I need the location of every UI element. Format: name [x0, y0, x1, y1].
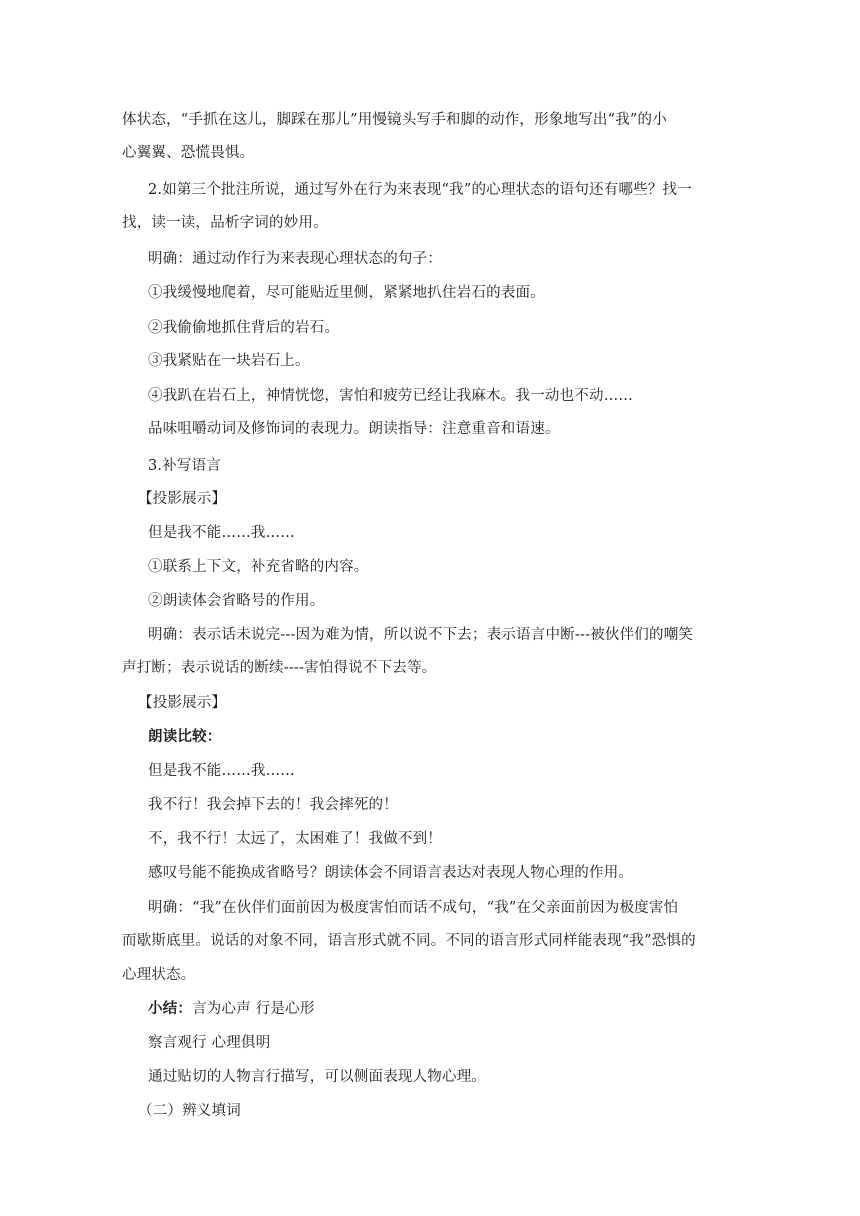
list-item: ③我紧贴在一块岩石上。	[148, 353, 310, 369]
paragraph-line: 体状态，“手抓在这儿，脚踩在那儿”用慢镜头写手和脚的动作，形象地写出“我”的小	[122, 112, 667, 128]
answer-intro: 明确：通过动作行为来表现心理状态的句子：	[148, 251, 442, 267]
quote-line: 但是我不能……我……	[148, 763, 295, 779]
question-line: 2.如第三个批注所说，通过写外在行为来表现“我”的心理状态的语句还有哪些？找一	[148, 182, 692, 198]
summary-label: 小结：	[148, 1000, 193, 1017]
answer-line: 而歇斯底里。说话的对象不同，语言形式就不同。不同的语言形式同样能表现“我”恐惧的	[122, 933, 696, 949]
summary-line: 察言观行 心理俱明	[148, 1035, 271, 1051]
question-line: 找，读一读，品析字词的妙用。	[122, 215, 328, 231]
quote-line: 我不行！我会掉下去的！我会摔死的！	[148, 797, 398, 813]
section-heading: 3.补写语言	[148, 458, 222, 474]
summary-line: 通过贴切的人物言行描写，可以侧面表现人物心理。	[148, 1069, 487, 1085]
comparison-heading: 朗读比较：	[148, 728, 222, 745]
list-item: ①联系上下文，补充省略的内容。	[148, 559, 369, 575]
list-item: ①我缓慢地爬着，尽可能贴近里侧，紧紧地扒住岩石的表面。	[148, 285, 545, 301]
section-heading: （二）辨义填词	[138, 1103, 241, 1119]
projection-label: 【投影展示】	[138, 491, 227, 507]
answer-line: 明确：“我”在伙伴们面前因为极度害怕而话不成句，“我”在父亲面前因为极度害怕	[148, 900, 679, 916]
summary-text: 言为心声 行是心形	[192, 1001, 315, 1017]
quote-line: 但是我不能……我……	[148, 525, 295, 541]
paragraph-line: 感叹号能不能换成省略号？朗读体会不同语言表达对表现人物心理的作用。	[148, 865, 634, 881]
answer-line: 明确：表示话未说完---因为难为情，所以说不下去；表示语言中断---被伙伴们的嘲笑	[148, 627, 694, 643]
quote-line: 不，我不行！太远了，太困难了！我做不到！	[148, 831, 442, 847]
list-item: ②朗读体会省略号的作用。	[148, 593, 325, 609]
paragraph-line: 品味咀嚼动词及修饰词的表现力。朗读指导：注意重音和语速。	[148, 421, 560, 437]
list-item: ②我偷偷地抓住背后的岩石。	[148, 320, 340, 336]
answer-line: 声打断；表示说话的断续----害怕得说不下去等。	[122, 660, 437, 676]
answer-line: 心理状态。	[122, 967, 196, 983]
summary-line	[148, 999, 315, 1019]
projection-label: 【投影展示】	[138, 695, 227, 711]
paragraph-line: 心翼翼、恐慌畏惧。	[122, 145, 255, 161]
list-item: ④我趴在岩石上，神情恍惚，害怕和疲劳已经让我麻木。我一动也不动……	[148, 388, 634, 404]
